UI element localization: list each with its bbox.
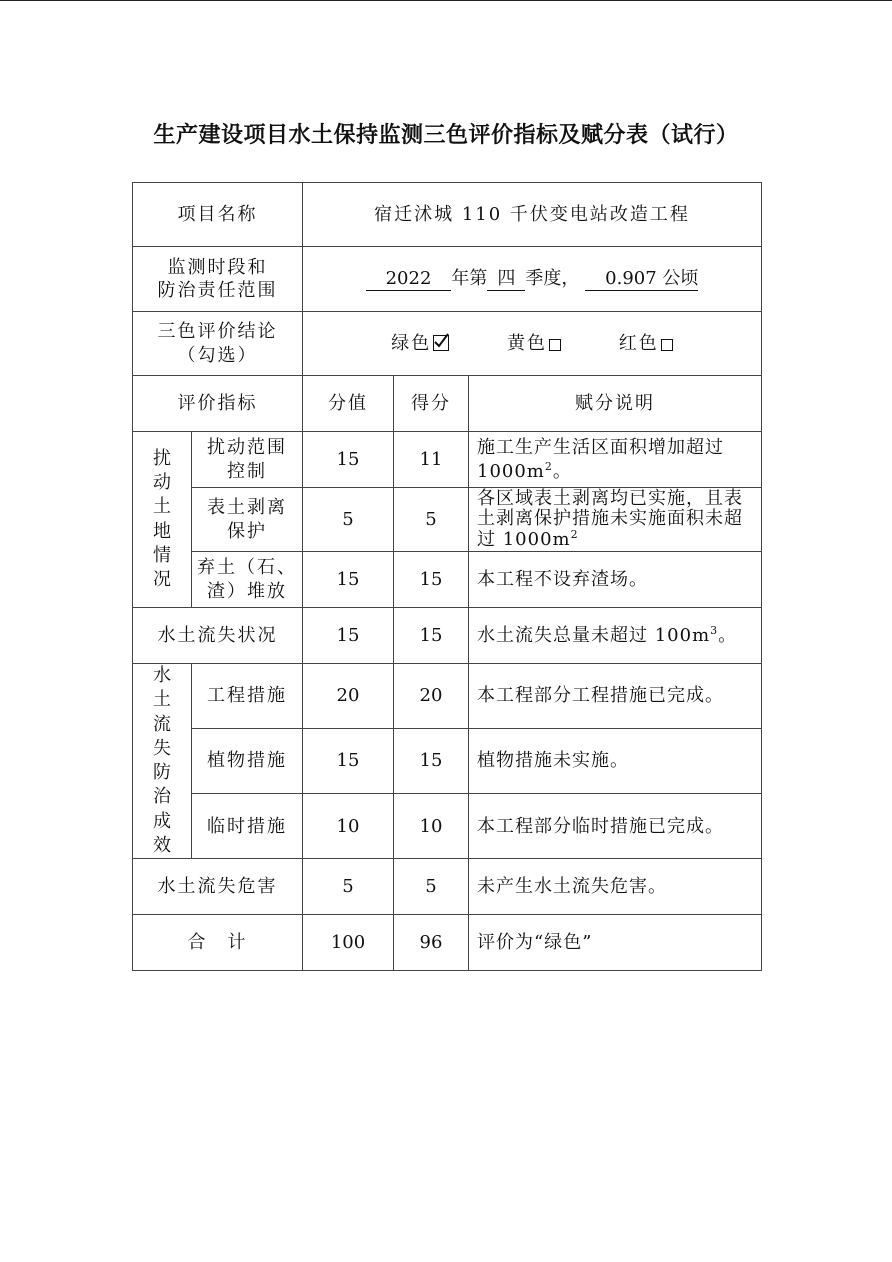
table-row (133, 432, 762, 488)
score-got: 11 (394, 432, 469, 488)
header-row (133, 376, 762, 432)
header-score-value: 分值 (303, 376, 394, 432)
score-got: 15 (394, 729, 469, 794)
period-quarter-suffix: 季度， (525, 268, 580, 290)
total-explanation: 评价为“绿色” (469, 915, 762, 971)
evaluation-table (132, 182, 762, 971)
table-row (133, 664, 762, 729)
explanation: 施工生产生活区面积增加超过 $1000m^2$。 (469, 432, 762, 488)
period-value (303, 247, 762, 312)
score-got: 10 (394, 794, 469, 859)
conclusion-label (133, 312, 303, 376)
score-value: 15 (303, 608, 394, 664)
option-red[interactable]: 红色 (619, 332, 673, 355)
score-value: 15 (303, 432, 394, 488)
period-year: 2022 (366, 268, 452, 291)
score-got: 5 (394, 859, 469, 915)
table-row (133, 488, 762, 552)
score-value: 20 (303, 664, 394, 729)
header-explanation: 赋分说明 (469, 376, 762, 432)
table-row (133, 608, 762, 664)
unchecked-box-icon[interactable] (549, 339, 561, 351)
explanation: 未产生水土流失危害。 (469, 859, 762, 915)
explanation: 各区域表土剥离均已实施，且表土剥离保护措施未实施面积未超过 $1000m^2$ (469, 488, 762, 552)
explanation: 本工程部分工程措施已完成。 (469, 664, 762, 729)
indicator-name: 工程措施 (192, 664, 303, 729)
group-prevention: 水土流失防治成效 (133, 664, 192, 859)
total-label: 合 计 (133, 915, 303, 971)
total-row (133, 915, 762, 971)
score-got: 20 (394, 664, 469, 729)
score-value: 5 (303, 488, 394, 552)
project-row (133, 183, 762, 247)
table-row (133, 794, 762, 859)
period-area-unit: 公顷 (662, 268, 699, 290)
checked-box-icon[interactable] (433, 335, 449, 351)
score-value: 10 (303, 794, 394, 859)
header-score-got: 得分 (394, 376, 469, 432)
header-indicator: 评价指标 (133, 376, 303, 432)
score-got: 5 (394, 488, 469, 552)
group-disturbance: 扰动土地情况 (133, 432, 192, 608)
table-row (133, 552, 762, 608)
period-quarter: 四 (487, 268, 525, 291)
period-label (133, 247, 303, 312)
top-border-line (0, 0, 892, 1)
indicator-name: 水土流失危害 (133, 859, 303, 915)
unchecked-box-icon[interactable] (661, 339, 673, 351)
table-row (133, 859, 762, 915)
period-label-line2: 防治责任范围 (157, 280, 278, 301)
indicator-name: 水土流失状况 (133, 608, 303, 664)
indicator-name: 表土剥离 保护 (192, 488, 303, 552)
table-row (133, 729, 762, 794)
explanation: 本工程部分临时措施已完成。 (469, 794, 762, 859)
score-got: 15 (394, 608, 469, 664)
score-got: 15 (394, 552, 469, 608)
project-value: 宿迁沭城 110 千伏变电站改造工程 (303, 183, 762, 247)
total-value: 100 (303, 915, 394, 971)
option-yellow[interactable]: 黄色 (507, 332, 561, 355)
conclusion-row (133, 312, 762, 376)
explanation: 植物措施未实施。 (469, 729, 762, 794)
score-value: 5 (303, 859, 394, 915)
conclusion-options (303, 312, 762, 376)
score-value: 15 (303, 729, 394, 794)
option-green[interactable]: 绿色 (391, 332, 449, 355)
explanation: 水土流失总量未超过 $100m^3$。 (469, 608, 762, 664)
indicator-name: 弃土（石、 渣）堆放 (192, 552, 303, 608)
period-label-line1: 监测时段和 (167, 256, 268, 278)
period-year-suffix: 年第 (451, 268, 488, 290)
score-value: 15 (303, 552, 394, 608)
conclusion-label-line1: 三色评价结论 (157, 321, 278, 343)
explanation: 本工程不设弃渣场。 (469, 552, 762, 608)
period-row (133, 247, 762, 312)
document-title: 生产建设项目水土保持监测三色评价指标及赋分表（试行） (153, 123, 739, 148)
indicator-name: 临时措施 (192, 794, 303, 859)
period-area (585, 268, 698, 291)
conclusion-label-line2: （勾选） (177, 344, 258, 366)
indicator-name: 植物措施 (192, 729, 303, 794)
period-area-value: 0.907 (605, 268, 657, 290)
total-score: 96 (394, 915, 469, 971)
indicator-name: 扰动范围 控制 (192, 432, 303, 488)
project-label: 项目名称 (133, 183, 303, 247)
